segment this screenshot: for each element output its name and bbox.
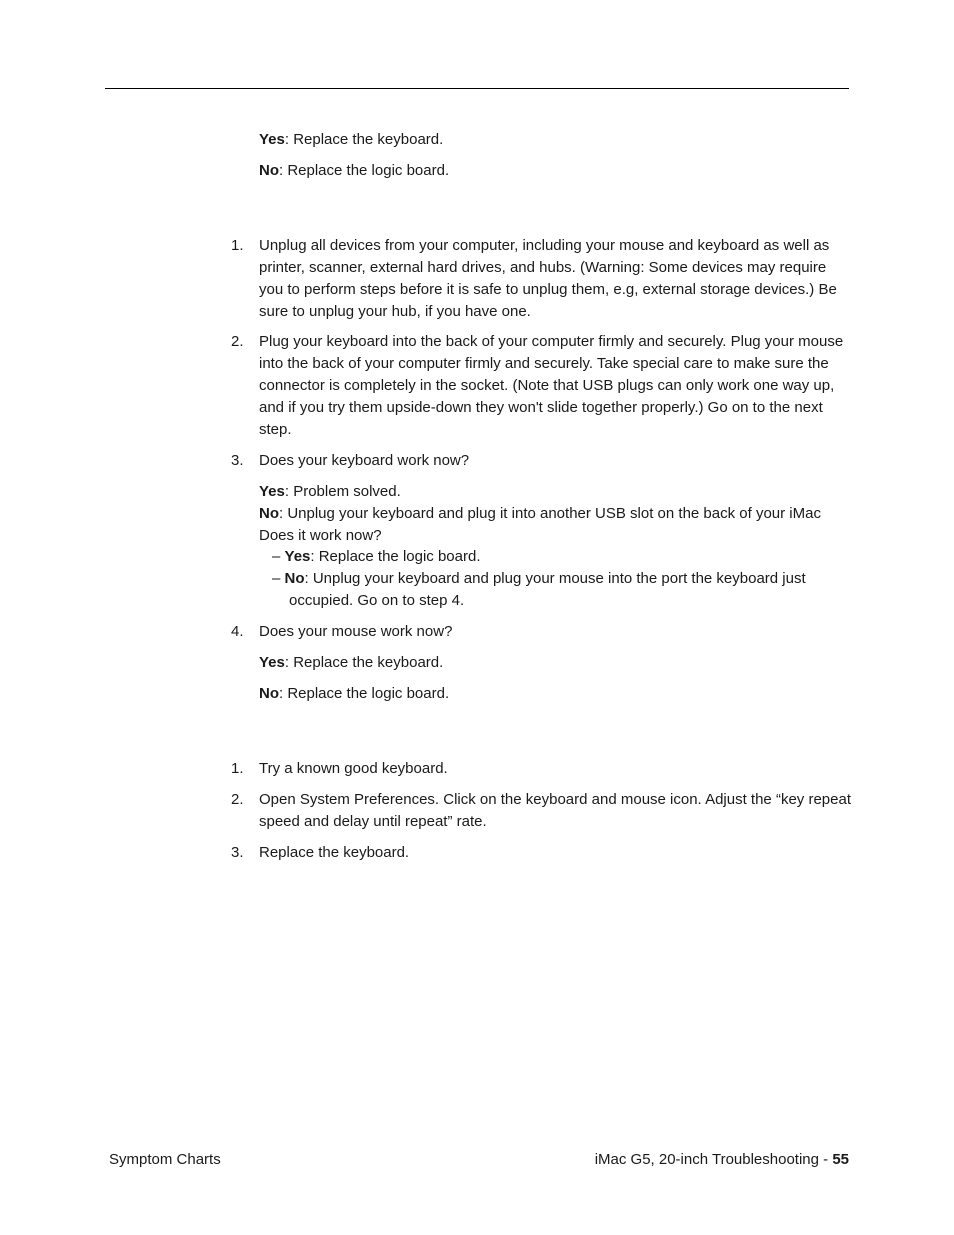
answer-label: No [284,570,305,587]
step3-sub-no [272,568,869,612]
step-text: Does your mouse work now? [259,623,453,640]
top-yes-answer [259,129,851,151]
step-text: Open System Preferences. Click on the keyboard and mouse icon. Adjust the “key repeat speed and delay until repeat” rate. [259,791,851,830]
footer-doc-text: iMac G5, 20-inch Troubleshooting - [594,1151,833,1168]
answer-text: : Replace the logic board. [310,548,481,565]
answer-text: : Replace the logic board. [279,162,450,179]
header-rule [105,88,849,89]
step-number: 2. [231,791,244,808]
answer-label: Yes [259,131,285,148]
step-number: 1. [231,237,244,254]
dash: – [272,548,281,565]
step-text: Does your keyboard work now? [259,452,470,469]
answer-text: : Unplug your keyboard and plug your mouse into the port the keyboard just occupied. Go on to step 4. [289,570,806,609]
answer-label: Yes [284,548,311,565]
answer-text: : Unplug your keyboard and plug it into another USB slot on the back of your iMac Does it work now? [259,505,821,544]
answer-text: : Problem solved. [284,483,401,500]
step-text: Replace the keyboard. [259,844,410,861]
step-number: 4. [231,623,244,640]
step3-sub-yes [272,546,869,568]
top-no-answer [259,160,851,182]
answer-text: : Replace the keyboard. [284,654,444,671]
answer-label: No [259,162,279,179]
answer-label: No [259,685,279,702]
step3-no-answer [259,503,851,547]
step-text: Plug your keyboard into the back of your computer firmly and securely. Plug your mouse into the back of your computer firmly and securely. Take special care to make sure the connector is completely in the socket. (Note that USB plugs can only work one way up, and if you try them upside-down they won't slide together properly.) Go on to the next step. [259,333,844,438]
step4-yes-answer [259,652,851,674]
answer-text: : Replace the keyboard. [284,131,444,148]
step-number: 1. [231,760,244,777]
step-number: 3. [231,452,244,469]
page-number: 55 [832,1151,849,1168]
answer-label: Yes [259,654,285,671]
step-text: Unplug all devices from your computer, including your mouse and keyboard as well as printer, scanner, external hard drives, and hubs. (Warning: Some devices may require you to perform steps before it is safe to unplug them, e.g, external storage devices.) Be sure to unplug your hub, if you have one. [259,237,837,320]
step3-yes-answer [259,481,851,503]
step4-no-answer [259,683,851,705]
footer-doc-title [595,1149,849,1171]
dash: – [272,570,281,587]
footer-section-title: Symptom Charts [109,1151,221,1168]
answer-label: Yes [259,483,285,500]
answer-label: No [259,505,279,522]
step-number: 3. [231,844,244,861]
step-number: 2. [231,333,244,350]
answer-text: : Replace the logic board. [279,685,450,702]
step-text: Try a known good keyboard. [259,760,448,777]
